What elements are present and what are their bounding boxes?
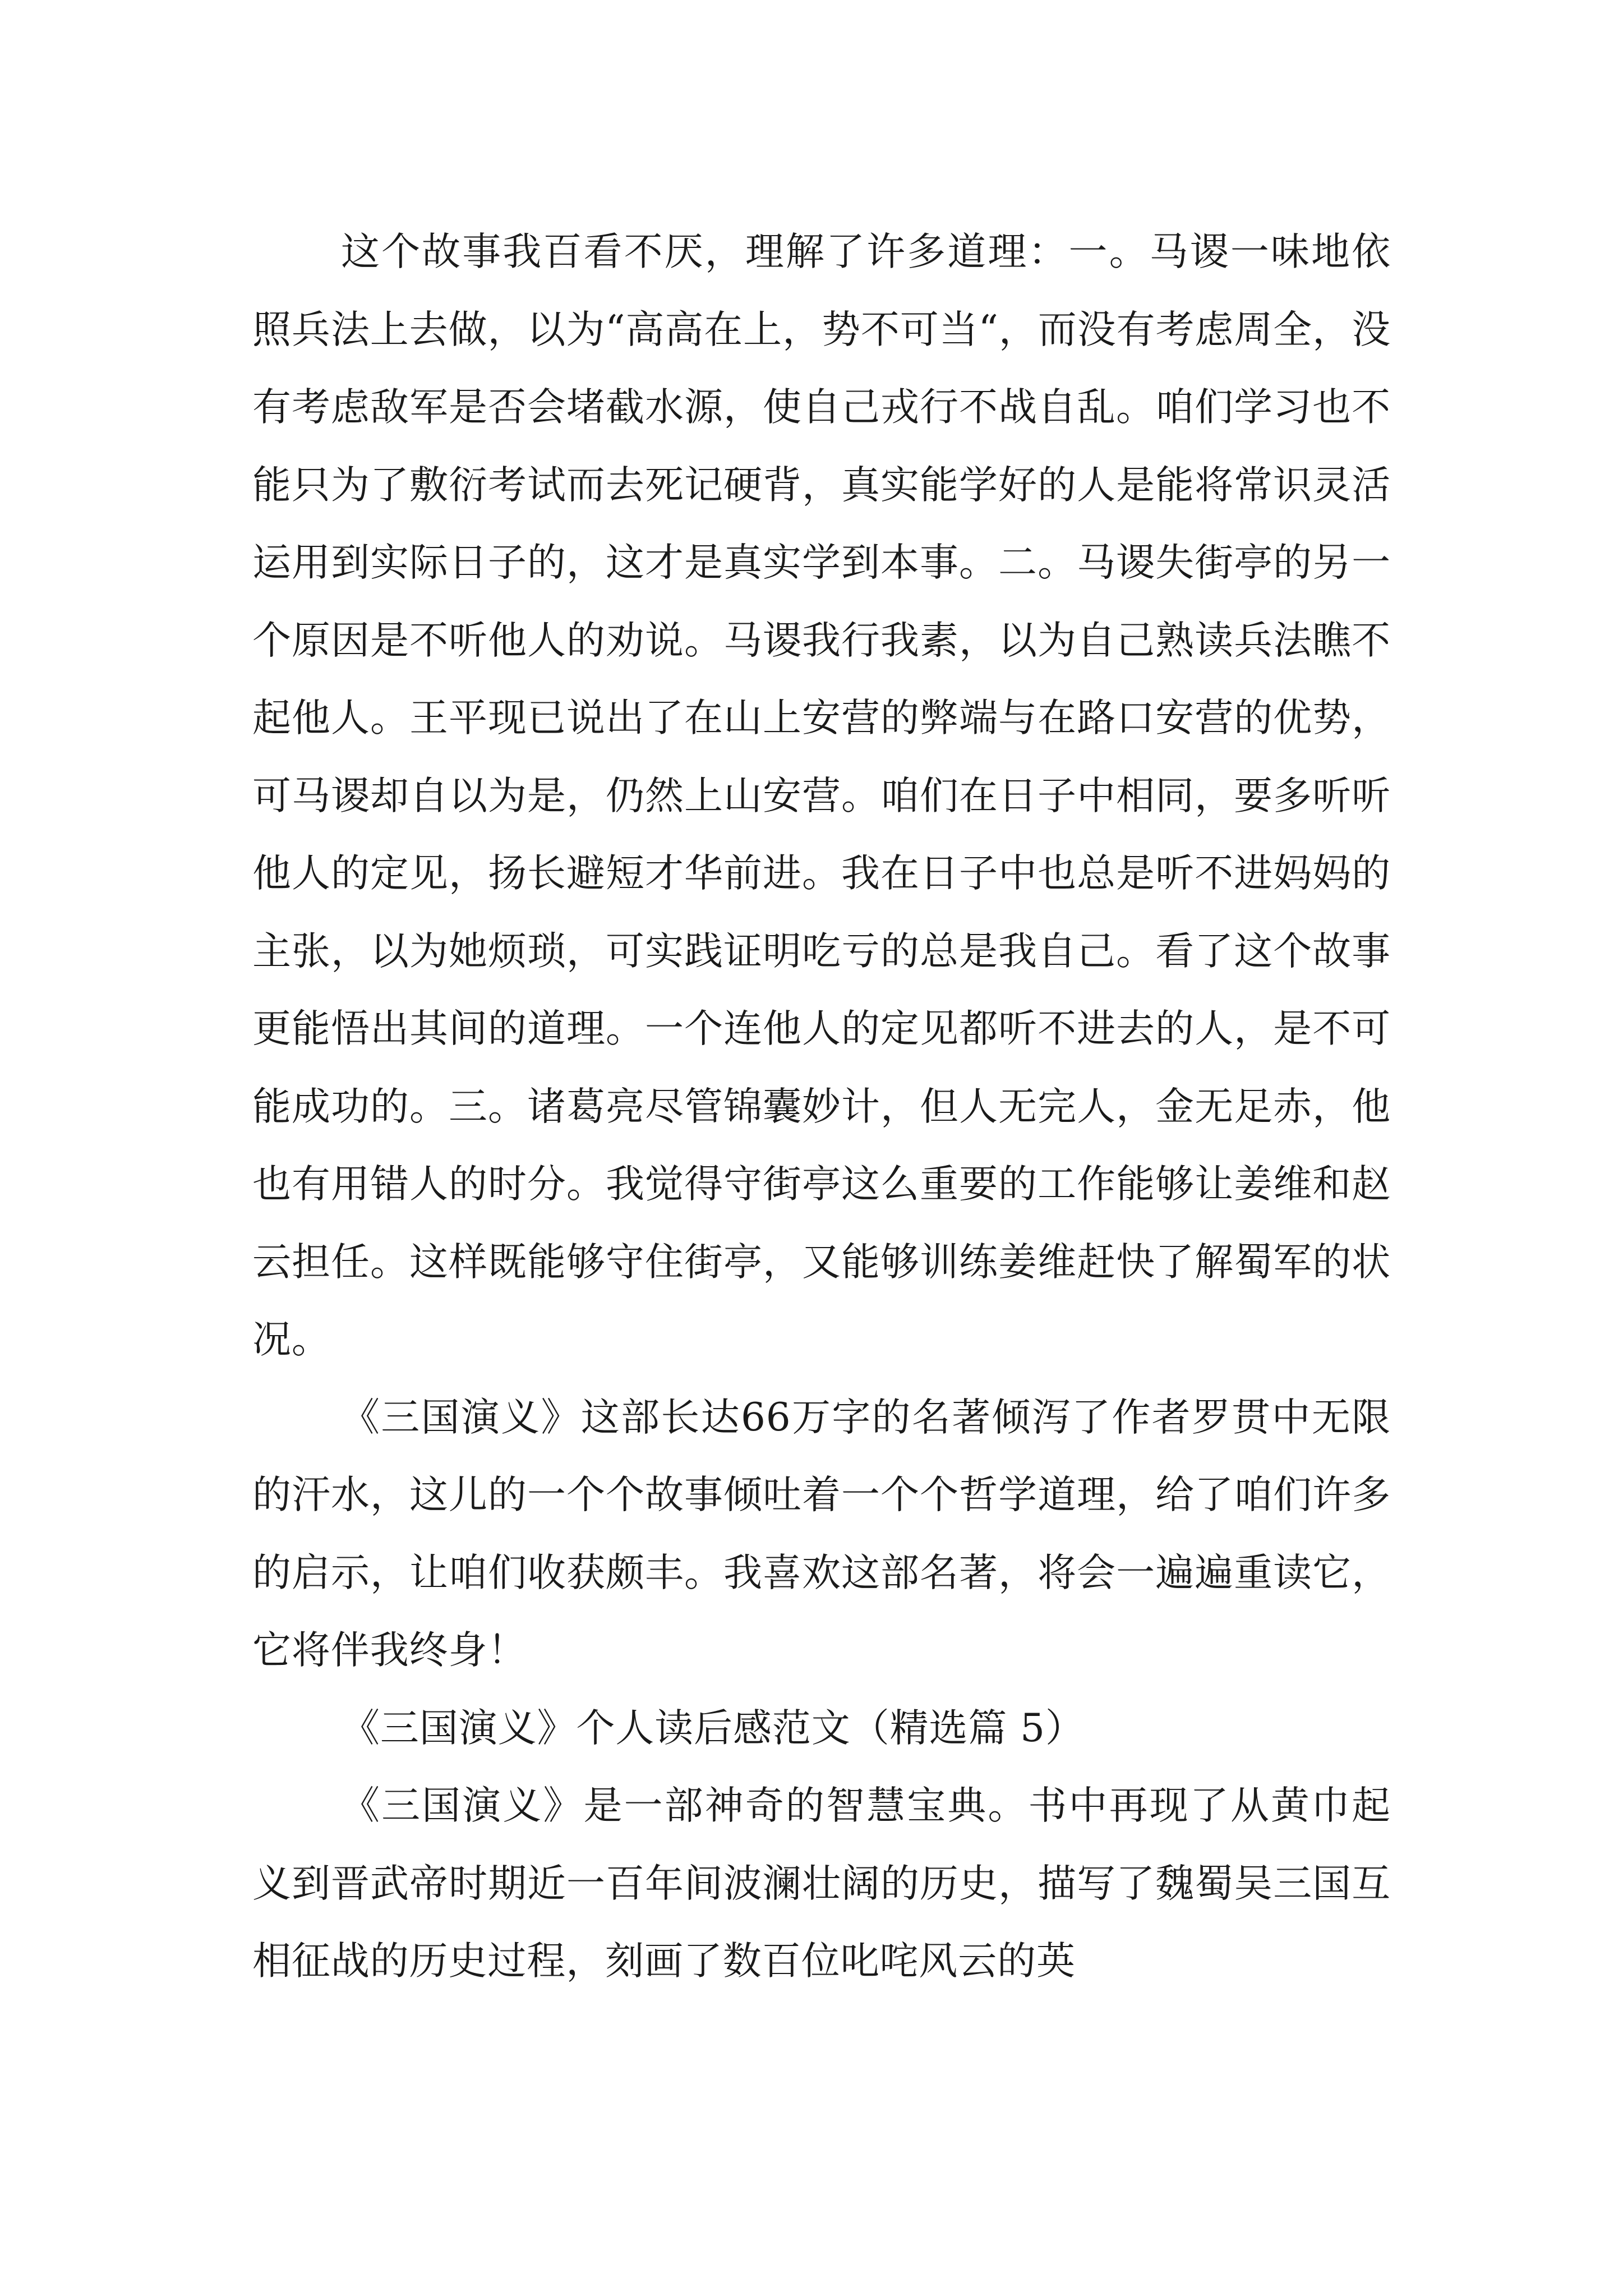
- section-heading: 《三国演义》个人读后感范文（精选篇 5）: [341, 1705, 1085, 1751]
- paragraph-lessons: 这个故事我百看不厌，理解了许多道理：一。马谡一味地依照兵法上去做，以为“高高在上，势不可当“，而没有考虑周全，没有考虑敌军是否会堵截水源，使自己戎行不战自乱。咱们学习也不能只为了敷衍考试而去死记硬背，真实能学好的人是能将常识灵活运用到实际日子的，这才是真实学到本事。二。马谡失街亭的另一个原因是不听他人的劝说。马谡我行我素，以为自己熟读兵法瞧不起他人。王平现已说出了在山上安营的弊端与在路口安营的优势，可马谡却自以为是，仍然上山安营。咱们在日子中相同，要多听听他人的定见，扬长避短才华前进。我在日子中也总是听不进妈妈的主张，以为她烦琐，可实践证明吃亏的总是我自己。看了这个故事更能悟出其间的道理。一个连他人的定见都听不进去的人，是不可能成功的。三。诸葛亮尽管锦囊妙计，但人无完人，金无足赤，他也有用错人的时分。我觉得守街亭这么重要的工作能够让姜维和赵云担任。这样既能够守住街亭，又能够训练姜维赶快了解蜀军的状况。: [252, 229, 1391, 1362]
- paragraph-intro: 《三国演义》是一部神奇的智慧宝典。书中再现了从黄巾起义到晋武帝时期近一百年间波澜壮阔的历史，描写了魏蜀吴三国互相征战的历史过程，刻画了数百位叱咤风云的英: [252, 1783, 1391, 1984]
- body-text: [252, 213, 1391, 2000]
- paragraph-conclusion: 《三国演义》这部长达66万字的名著倾泻了作者罗贯中无限的汗水，这儿的一个个故事倾吐着一个个哲学道理，给了咱们许多的启示，让咱们收获颇丰。我喜欢这部名著，将会一遍遍重读它，它将伴我终身！: [252, 1395, 1391, 1673]
